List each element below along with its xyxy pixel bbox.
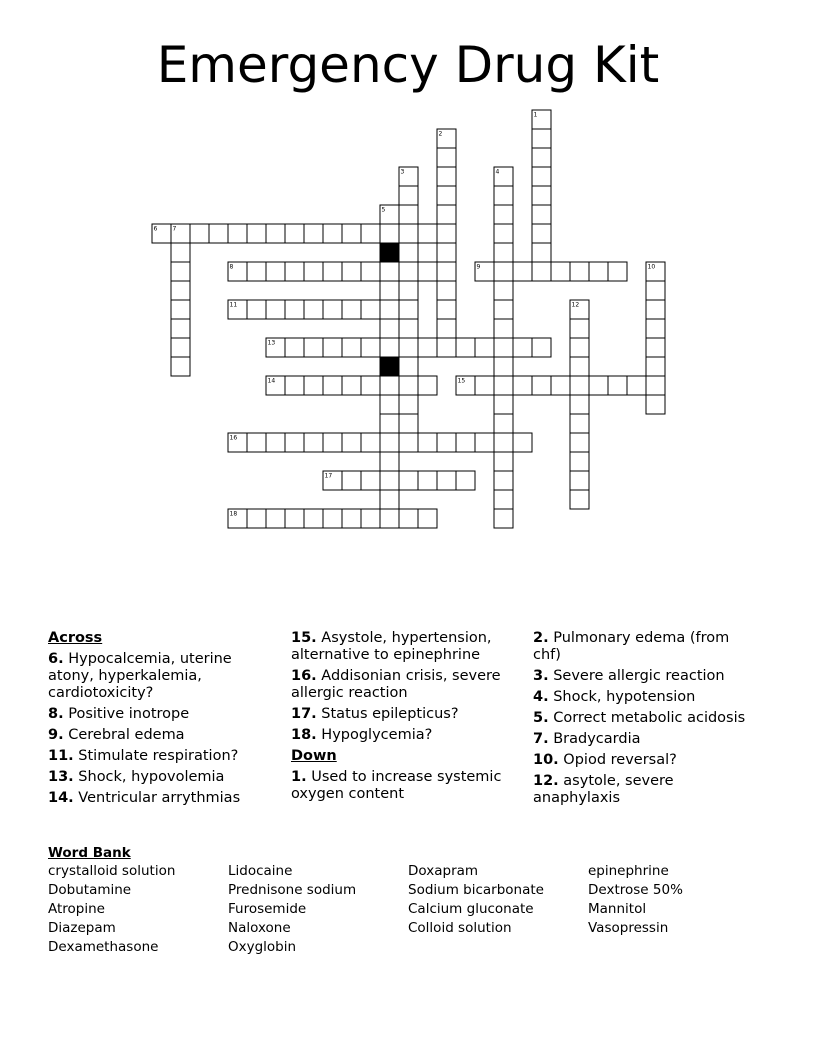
grid-cell[interactable] — [494, 319, 513, 338]
clue-down-1 — [291, 769, 519, 803]
grid-cell[interactable] — [380, 376, 399, 395]
grid-cell[interactable] — [209, 224, 228, 243]
grid-cell[interactable] — [171, 243, 190, 262]
grid-cell[interactable] — [323, 376, 342, 395]
grid-cell[interactable] — [570, 319, 589, 338]
grid-cell[interactable] — [456, 471, 475, 490]
grid-cell[interactable] — [171, 281, 190, 300]
grid-cell[interactable] — [285, 300, 304, 319]
grid-cell[interactable] — [361, 376, 380, 395]
clue-number: 17. — [291, 706, 317, 722]
grid-cell[interactable] — [285, 224, 304, 243]
black-cell — [380, 357, 399, 376]
grid-cell[interactable] — [399, 338, 418, 357]
clue-number-12: 12 — [571, 301, 580, 309]
word-bank-item: Vasopressin — [588, 920, 669, 936]
clue-number: 9. — [48, 727, 64, 743]
grid-cell[interactable] — [323, 300, 342, 319]
grid-cell[interactable] — [361, 509, 380, 528]
grid-cell[interactable] — [399, 300, 418, 319]
grid-cell[interactable] — [399, 414, 418, 433]
word-bank-item: Naloxone — [228, 920, 291, 936]
clue-text: Cerebral edema — [68, 727, 185, 743]
grid-cell[interactable] — [323, 224, 342, 243]
clue-text: Bradycardia — [553, 731, 641, 747]
clue-number-13: 13 — [267, 339, 276, 347]
grid-cell[interactable] — [494, 395, 513, 414]
clue-text: Hypocalcemia, uterine atony, hyperkalemia, cardiotoxicity? — [48, 651, 232, 701]
grid-cell[interactable] — [646, 376, 665, 395]
word-bank-title: Word Bank — [48, 845, 131, 861]
clue-text: Shock, hypovolemia — [78, 769, 225, 785]
grid-cell[interactable] — [456, 433, 475, 452]
grid-cell[interactable] — [570, 452, 589, 471]
grid-cell[interactable] — [589, 376, 608, 395]
clue-text: asytole, severe anaphylaxis — [533, 773, 674, 806]
word-bank-item: crystalloid solution — [48, 863, 176, 879]
grid-cell[interactable] — [551, 376, 570, 395]
grid-cell[interactable] — [266, 262, 285, 281]
clue-number: 3. — [533, 668, 549, 684]
grid-cell[interactable] — [532, 205, 551, 224]
clue-down-10 — [533, 752, 755, 769]
grid-cell[interactable] — [494, 509, 513, 528]
clue-text: Used to increase systemic oxygen content — [291, 769, 502, 802]
grid-cell[interactable] — [323, 262, 342, 281]
grid-cell[interactable] — [646, 300, 665, 319]
grid-cell[interactable] — [437, 148, 456, 167]
grid-cell[interactable] — [532, 224, 551, 243]
clue-across-14 — [48, 790, 276, 807]
clue-down-7 — [533, 731, 755, 748]
grid-cell[interactable] — [399, 376, 418, 395]
clue-number: 15. — [291, 630, 317, 646]
clue-number-11: 11 — [229, 301, 238, 309]
grid-cell[interactable] — [437, 205, 456, 224]
clue-number-15: 15 — [457, 377, 466, 385]
clue-across-16 — [291, 668, 519, 702]
word-bank-item: Dexamethasone — [48, 939, 159, 955]
grid-cell[interactable] — [494, 338, 513, 357]
clue-number: 5. — [533, 710, 549, 726]
grid-cell[interactable] — [646, 319, 665, 338]
clue-number: 7. — [533, 731, 549, 747]
grid-cell[interactable] — [437, 300, 456, 319]
clue-across-13 — [48, 769, 276, 786]
clue-number-10: 10 — [647, 263, 656, 271]
clue-text: Hypoglycemia? — [321, 727, 433, 743]
grid-cell[interactable] — [437, 281, 456, 300]
grid-cell[interactable] — [380, 262, 399, 281]
clue-down-12 — [533, 773, 755, 807]
grid-cell[interactable] — [171, 300, 190, 319]
grid-cell[interactable] — [532, 262, 551, 281]
grid-cell[interactable] — [437, 243, 456, 262]
grid-cell[interactable] — [323, 509, 342, 528]
grid-cell[interactable] — [494, 243, 513, 262]
word-bank-item: Lidocaine — [228, 863, 293, 879]
grid-cell[interactable] — [399, 395, 418, 414]
word-bank-item: Dextrose 50% — [588, 882, 683, 898]
grid-cell[interactable] — [380, 281, 399, 300]
grid-cell[interactable] — [513, 262, 532, 281]
grid-cell[interactable] — [418, 433, 437, 452]
page-title: Emergency Drug Kit — [156, 36, 660, 94]
clue-number: 16. — [291, 668, 317, 684]
grid-cell[interactable] — [646, 357, 665, 376]
clue-number-14: 14 — [267, 377, 276, 385]
grid-cell[interactable] — [418, 471, 437, 490]
grid-cell[interactable] — [380, 471, 399, 490]
grid-cell[interactable] — [418, 224, 437, 243]
grid-cell[interactable] — [247, 224, 266, 243]
grid-cell[interactable] — [380, 224, 399, 243]
grid-cell[interactable] — [570, 338, 589, 357]
grid-cell[interactable] — [418, 376, 437, 395]
grid-cell[interactable] — [304, 262, 323, 281]
grid-cell[interactable] — [646, 281, 665, 300]
grid-cell[interactable] — [513, 433, 532, 452]
grid-cell[interactable] — [342, 224, 361, 243]
grid-cell[interactable] — [570, 490, 589, 509]
clue-text: Stimulate respiration? — [78, 748, 239, 764]
clue-number-8: 8 — [229, 263, 234, 271]
grid-cell[interactable] — [285, 509, 304, 528]
grid-cell[interactable] — [361, 471, 380, 490]
word-bank-item: Calcium gluconate — [408, 901, 534, 917]
grid-cell[interactable] — [399, 433, 418, 452]
grid-cell[interactable] — [570, 262, 589, 281]
grid-cell[interactable] — [247, 300, 266, 319]
clue-number: 10. — [533, 752, 559, 768]
grid-cell[interactable] — [570, 433, 589, 452]
grid-cell[interactable] — [190, 224, 209, 243]
grid-cell[interactable] — [494, 186, 513, 205]
word-bank-item: Doxapram — [408, 863, 479, 879]
grid-cell[interactable] — [399, 224, 418, 243]
grid-cell[interactable] — [171, 338, 190, 357]
clue-text: Shock, hypotension — [553, 689, 696, 705]
grid-cell[interactable] — [399, 509, 418, 528]
word-bank-item: Sodium bicarbonate — [408, 882, 544, 898]
grid-cell[interactable] — [399, 205, 418, 224]
clue-number: 14. — [48, 790, 74, 806]
clue-number-5: 5 — [381, 206, 386, 214]
grid-cell[interactable] — [380, 338, 399, 357]
grid-cell[interactable] — [361, 224, 380, 243]
clue-across-9 — [48, 727, 276, 744]
grid-cell[interactable] — [437, 433, 456, 452]
grid-cell[interactable] — [266, 433, 285, 452]
clue-number: 8. — [48, 706, 64, 722]
clue-across-18 — [291, 727, 519, 744]
across-heading: Across — [48, 630, 103, 646]
grid-cell[interactable] — [494, 281, 513, 300]
grid-cell[interactable] — [342, 471, 361, 490]
grid-cell[interactable] — [285, 433, 304, 452]
grid-cell[interactable] — [380, 414, 399, 433]
clue-number-4: 4 — [495, 168, 500, 176]
word-bank-item: epinephrine — [588, 863, 669, 879]
clue-number: 1. — [291, 769, 307, 785]
clue-down-5 — [533, 710, 755, 727]
clue-number-6: 6 — [153, 225, 158, 233]
grid-cell[interactable] — [494, 262, 513, 281]
grid-cell[interactable] — [608, 262, 627, 281]
grid-cell[interactable] — [304, 433, 323, 452]
grid-cell[interactable] — [285, 338, 304, 357]
grid-cell[interactable] — [589, 262, 608, 281]
grid-cell[interactable] — [399, 357, 418, 376]
word-bank-item: Dobutamine — [48, 882, 132, 898]
grid-cell[interactable] — [627, 376, 646, 395]
grid-cell[interactable] — [399, 243, 418, 262]
grid-cell[interactable] — [399, 471, 418, 490]
grid-cell[interactable] — [532, 148, 551, 167]
grid-cell[interactable] — [494, 414, 513, 433]
grid-cell[interactable] — [494, 433, 513, 452]
grid-cell[interactable] — [646, 395, 665, 414]
grid-cell[interactable] — [380, 395, 399, 414]
clue-number: 6. — [48, 651, 64, 667]
clue-across-6 — [48, 651, 276, 702]
clue-text: Positive inotrope — [68, 706, 190, 722]
grid-cell[interactable] — [380, 509, 399, 528]
grid-cell[interactable] — [399, 319, 418, 338]
grid-cell[interactable] — [247, 262, 266, 281]
grid-cell[interactable] — [532, 243, 551, 262]
grid-cell[interactable] — [342, 262, 361, 281]
word-bank-item: Atropine — [48, 901, 105, 917]
grid-cell[interactable] — [380, 452, 399, 471]
grid-cell[interactable] — [437, 167, 456, 186]
grid-cell[interactable] — [361, 433, 380, 452]
grid-cell[interactable] — [513, 376, 532, 395]
grid-cell[interactable] — [285, 376, 304, 395]
grid-cell[interactable] — [437, 471, 456, 490]
grid-cell[interactable] — [570, 471, 589, 490]
clue-text: Opiod reversal? — [563, 752, 677, 768]
grid-cell[interactable] — [304, 338, 323, 357]
grid-cell[interactable] — [494, 471, 513, 490]
grid-cell[interactable] — [171, 262, 190, 281]
clue-across-11 — [48, 748, 276, 765]
grid-cell[interactable] — [532, 376, 551, 395]
grid-cell[interactable] — [342, 338, 361, 357]
grid-cell[interactable] — [304, 224, 323, 243]
grid-cell[interactable] — [342, 509, 361, 528]
grid-cell[interactable] — [247, 433, 266, 452]
clue-number-1: 1 — [533, 111, 538, 119]
grid-cell[interactable] — [456, 338, 475, 357]
clue-down-3 — [533, 668, 755, 685]
clue-text: Addisonian crisis, severe allergic reaction — [291, 668, 501, 701]
grid-cell[interactable] — [342, 433, 361, 452]
grid-cell[interactable] — [532, 338, 551, 357]
grid-cell[interactable] — [494, 452, 513, 471]
grid-cell[interactable] — [361, 300, 380, 319]
clue-number-2: 2 — [438, 130, 443, 138]
black-cell — [380, 243, 399, 262]
word-bank-item: Colloid solution — [408, 920, 512, 936]
grid-cell[interactable] — [266, 300, 285, 319]
clue-number-16: 16 — [229, 434, 238, 442]
clue-number-3: 3 — [400, 168, 405, 176]
grid-cell[interactable] — [475, 433, 494, 452]
grid-cell[interactable] — [437, 338, 456, 357]
clue-across-17 — [291, 706, 519, 723]
word-bank-item: Mannitol — [588, 901, 647, 917]
grid-cell[interactable] — [342, 376, 361, 395]
clue-column-2 — [291, 630, 519, 807]
clue-number: 13. — [48, 769, 74, 785]
grid-cell[interactable] — [304, 509, 323, 528]
grid-cell[interactable] — [608, 376, 627, 395]
down-heading: Down — [291, 748, 337, 764]
grid-cell[interactable] — [418, 509, 437, 528]
grid-cell[interactable] — [361, 338, 380, 357]
clue-number-9: 9 — [476, 263, 481, 271]
clue-number: 12. — [533, 773, 559, 789]
grid-cell[interactable] — [323, 338, 342, 357]
grid-cell[interactable] — [570, 357, 589, 376]
word-bank-item: Furosemide — [228, 901, 307, 917]
grid-cell[interactable] — [323, 433, 342, 452]
grid-cell[interactable] — [361, 262, 380, 281]
clue-text: Status epilepticus? — [321, 706, 459, 722]
grid-cell[interactable] — [570, 376, 589, 395]
clue-text: Severe allergic reaction — [553, 668, 725, 684]
word-bank-item: Oxyglobin — [228, 939, 297, 955]
grid-cell[interactable] — [437, 262, 456, 281]
clue-text: Pulmonary edema (from chf) — [533, 630, 730, 663]
grid-cell[interactable] — [494, 376, 513, 395]
word-bank-item: Diazepam — [48, 920, 116, 936]
clue-across-8 — [48, 706, 276, 723]
grid-cell[interactable] — [437, 224, 456, 243]
clue-number-17: 17 — [324, 472, 333, 480]
grid-cell[interactable] — [570, 395, 589, 414]
grid-cell[interactable] — [532, 129, 551, 148]
grid-cell[interactable] — [171, 319, 190, 338]
grid-cell[interactable] — [380, 433, 399, 452]
grid-cell[interactable] — [494, 490, 513, 509]
grid-cell[interactable] — [494, 205, 513, 224]
grid-cell[interactable] — [418, 262, 437, 281]
grid-cell[interactable] — [532, 186, 551, 205]
word-bank-item: Prednisone sodium — [228, 882, 357, 898]
clue-column-1 — [48, 630, 276, 811]
grid-cell[interactable] — [437, 186, 456, 205]
grid-cell[interactable] — [228, 224, 247, 243]
clue-down-2 — [533, 630, 755, 664]
clue-number: 11. — [48, 748, 74, 764]
grid-cell[interactable] — [494, 357, 513, 376]
grid-cell[interactable] — [418, 338, 437, 357]
grid-cell[interactable] — [399, 262, 418, 281]
clue-text: Asystole, hypertension, alternative to epinephrine — [291, 630, 492, 663]
grid-cell[interactable] — [266, 509, 285, 528]
grid-cell[interactable] — [304, 300, 323, 319]
clue-number-18: 18 — [229, 510, 238, 518]
grid-cell[interactable] — [494, 300, 513, 319]
grid-cell[interactable] — [342, 300, 361, 319]
grid-cell[interactable] — [551, 262, 570, 281]
grid-cell[interactable] — [266, 224, 285, 243]
grid-cell[interactable] — [285, 262, 304, 281]
clue-number: 2. — [533, 630, 549, 646]
grid-cell[interactable] — [399, 186, 418, 205]
grid-cell[interactable] — [171, 357, 190, 376]
grid-cell[interactable] — [380, 300, 399, 319]
clue-text: Ventricular arrythmias — [78, 790, 241, 806]
grid-cell[interactable] — [475, 376, 494, 395]
clue-across-15 — [291, 630, 519, 664]
grid-cell[interactable] — [437, 319, 456, 338]
clue-number: 18. — [291, 727, 317, 743]
grid-cell[interactable] — [380, 490, 399, 509]
grid-cell[interactable] — [646, 338, 665, 357]
clue-down-4 — [533, 689, 755, 706]
clue-text: Correct metabolic acidosis — [553, 710, 746, 726]
grid-cell[interactable] — [570, 414, 589, 433]
grid-cell[interactable] — [513, 338, 532, 357]
grid-cell[interactable] — [380, 319, 399, 338]
grid-cell[interactable] — [494, 224, 513, 243]
grid-cell[interactable] — [399, 281, 418, 300]
clue-column-3 — [533, 630, 755, 811]
grid-cell[interactable] — [304, 376, 323, 395]
clue-number: 4. — [533, 689, 549, 705]
grid-cell[interactable] — [532, 167, 551, 186]
grid-cell[interactable] — [247, 509, 266, 528]
clue-number-7: 7 — [172, 225, 177, 233]
grid-cell[interactable] — [475, 338, 494, 357]
